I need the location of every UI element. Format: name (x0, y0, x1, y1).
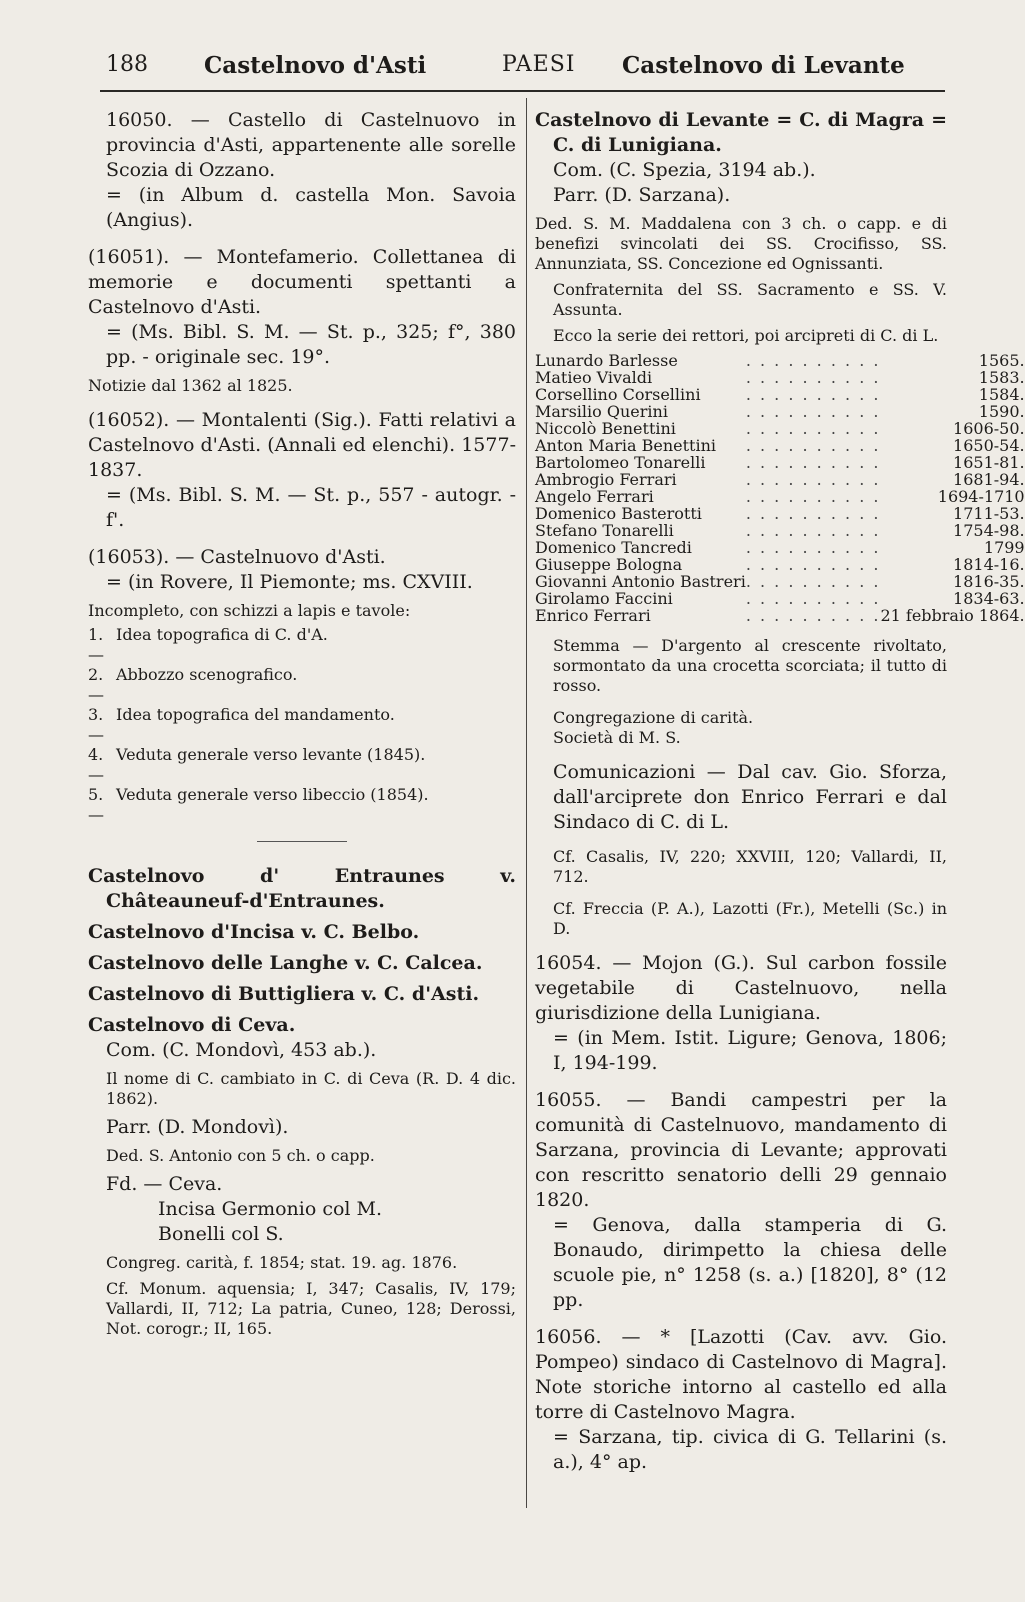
rector-date: 1754-98. (953, 521, 1025, 540)
rector-date: 1651-81. (953, 453, 1025, 472)
feudal-info: Incisa Germonio col M. (158, 1198, 383, 1220)
rector-date: 21 febbraio 1864. (880, 606, 1025, 625)
rector-row (535, 573, 1025, 590)
rector-name: Niccolò Benettini (535, 419, 676, 438)
right-column (535, 108, 1025, 1475)
rector-name: Ambrogio Ferrari (535, 470, 677, 489)
rector-row (535, 522, 1025, 539)
entry-source: = Genova, dalla stamperia di G. Bonaudo, dirimpetto la chiesa delle scuole pie, n° 1258 (s. a.) [1820], 8° (12 pp. (553, 1214, 947, 1311)
rector-name: Matieo Vivaldi (535, 368, 653, 387)
rector-row (535, 352, 1025, 369)
entry-text: 16054. — Mojon (G.). Sul carbon fossile vegetabile di Castelnuovo, nella giurisdizione della Lunigiana. (535, 952, 947, 1024)
header-section: PAESI (502, 52, 576, 77)
bibliography-ref: Cf. Freccia (P. A.), Lazotti (Fr.), Metelli (Sc.) in D. (553, 899, 947, 938)
leader-dots: . . . . . . . . . . (745, 453, 881, 472)
rector-row (535, 471, 1025, 488)
left-column (88, 108, 516, 1339)
rector-date: 1565. (978, 351, 1025, 370)
rector-date: 1606-50. (953, 419, 1025, 438)
entry-16053 (88, 545, 516, 825)
entry-16056 (535, 1325, 947, 1475)
rector-date: 1590. (978, 402, 1025, 421)
list-item: 1.— Idea topografica di C. d'A. (88, 625, 328, 664)
rector-date: 1583. (978, 368, 1025, 387)
ceva-section (88, 1013, 516, 1339)
rector-name: Domenico Basterotti (535, 504, 702, 523)
cross-reference: Castelnovo d' Entraunes v. Châteauneuf-d'Entraunes. (88, 865, 516, 912)
leader-dots: . . . . . . . . . . (745, 368, 881, 387)
rector-name: Giuseppe Bologna (535, 555, 683, 574)
header-left-title: Castelnovo d'Asti (204, 52, 427, 79)
leader-dots: . . . . . . . . . . (745, 504, 881, 523)
rector-name: Domenico Tancredi (535, 538, 692, 557)
cross-reference: Castelnovo delle Langhe v. C. Calcea. (88, 952, 483, 974)
leader-dots: . . . . . . . . . . (745, 402, 881, 421)
rector-name: Angelo Ferrari (535, 487, 654, 506)
rector-date: 1681-94. (953, 470, 1025, 489)
leader-dots: . . . . . . . . . . (745, 351, 881, 370)
parish-info: Parr. (D. Mondovì). (106, 1116, 289, 1138)
cross-reference: Castelnovo di Buttigliera v. C. d'Asti. (88, 983, 480, 1005)
feudal-info: Fd. — Ceva. (106, 1173, 223, 1195)
congregation-info: Congregazione di carità. (553, 708, 754, 727)
rector-date: 1711-53. (953, 504, 1025, 523)
rectors-intro: Ecco la serie dei rettori, poi arcipreti di C. di L. (553, 326, 939, 345)
rector-name: Anton Maria Benettini (535, 436, 717, 455)
rector-row (535, 386, 1025, 403)
rector-row (535, 454, 1025, 471)
rector-row (535, 403, 1025, 420)
place-heading: Castelnovo di Ceva. (88, 1014, 296, 1036)
commune-info: Com. (C. Spezia, 3194 ab.). (553, 159, 816, 181)
rector-row (535, 420, 1025, 437)
list-item: 2.— Abbozzo scenografico. (88, 665, 298, 704)
list-item: 5.— Veduta generale verso libeccio (1854). (88, 785, 429, 824)
rector-name: Corsellino Corsellini (535, 385, 701, 404)
leader-dots: . . . . . . . . . . (745, 470, 881, 489)
rector-name: Enrico Ferrari (535, 606, 651, 625)
entry-text: (16051). — Montefamerio. Collettanea di memorie e documenti spettanti a Castelnovo d'Asti. (88, 246, 516, 318)
commune-info: Com. (C. Mondovì, 453 ab.). (106, 1039, 377, 1061)
rector-row (535, 505, 1025, 522)
rector-date: 1650-54. (953, 436, 1025, 455)
entry-16050 (88, 108, 516, 233)
entry-16052 (88, 408, 516, 533)
plate-list (88, 625, 516, 825)
rector-row (535, 488, 1025, 505)
running-header (100, 48, 945, 92)
entry-16055 (535, 1088, 947, 1313)
coat-of-arms: Stemma — D'argento al crescente rivoltato, sormontato da una crocetta scorciata; il tutto di rosso. (553, 636, 947, 695)
rector-name: Girolamo Faccini (535, 589, 673, 608)
rector-row (535, 437, 1025, 454)
entry-source: = (in Album d. castella Mon. Savoia (Angius). (106, 184, 516, 231)
congregation-info: Congreg. carità, f. 1854; stat. 19. ag. 1876. (106, 1253, 458, 1272)
column-divider (526, 98, 527, 1508)
leader-dots: . . . . . . . . . . (745, 538, 881, 557)
entry-source: = (in Mem. Istit. Ligure; Genova, 1806; I, 194-199. (553, 1027, 947, 1074)
society-info: Società di M. S. (553, 728, 681, 747)
entry-note: Notizie dal 1362 al 1825. (88, 376, 293, 395)
dedication-info: Ded. S. Antonio con 5 ch. o capp. (106, 1146, 375, 1165)
list-item: 4.— Veduta generale verso levante (1845). (88, 745, 426, 784)
leader-dots: . . . . . . . . . . (745, 521, 881, 540)
rector-name: Bartolomeo Tonarelli (535, 453, 706, 472)
leader-dots: . . . . . . . . . . (745, 572, 881, 591)
rector-name: Marsilio Querini (535, 402, 668, 421)
entry-text: 16055. — Bandi campestri per la comunità di Castelnuovo, mandamento di Sarzana, provincia di Levante; approvati con rescritto senatorio delli 29 gennaio 1820. (535, 1089, 947, 1211)
rector-date: 1694-1710 (937, 487, 1025, 506)
rector-date: 1814-16. (953, 555, 1025, 574)
dedication-info: Ded. S. M. Maddalena con 3 ch. o capp. e di benefizi svincolati dei SS. Crocifisso, SS. Annunziata, SS. Concezione ed Ognissanti. (535, 214, 947, 273)
rector-row (535, 607, 1025, 624)
rector-name: Lunardo Barlesse (535, 351, 678, 370)
communications: Comunicazioni — Dal cav. Gio. Sforza, dall'arciprete don Enrico Ferrari e dal Sindaco di C. di L. (553, 761, 947, 833)
rector-row (535, 590, 1025, 607)
rector-date: 1834-63. (953, 589, 1025, 608)
leader-dots: . . . . . . . . . . (745, 606, 881, 625)
bibliography-ref: Cf. Casalis, IV, 220; XXVIII, 120; Vallardi, II, 712. (553, 847, 947, 886)
leader-dots: . . . . . . . . . . (745, 487, 881, 506)
rector-date: 1816-35. (953, 572, 1025, 591)
entry-note: Incompleto, con schizzi a lapis e tavole: (88, 601, 411, 620)
name-change-note: Il nome di C. cambiato in C. di Ceva (R. D. 4 dic. 1862). (106, 1069, 516, 1108)
feudal-info: Bonelli col S. (158, 1223, 284, 1245)
header-right-title: Castelnovo di Levante (622, 52, 905, 79)
leader-dots: . . . . . . . . . . (745, 589, 881, 608)
rector-row (535, 539, 1025, 556)
leader-dots: . . . . . . . . . . (745, 419, 881, 438)
leader-dots: . . . . . . . . . . (745, 385, 881, 404)
entry-text: (16052). — Montalenti (Sig.). Fatti relativi a Castelnovo d'Asti. (Annali ed elenchi). 1577-1837. (88, 409, 516, 481)
entry-text: (16053). — Castelnuovo d'Asti. (88, 546, 386, 568)
cross-reference: Castelnovo d'Incisa v. C. Belbo. (88, 921, 420, 943)
entry-text: 16056. — * [Lazotti (Cav. avv. Gio. Pompeo) sindaco di Castelnovo di Magra]. Note storiche intorno al castello ed alla torre di Castelnovo Magra. (535, 1326, 947, 1423)
rector-row (535, 369, 1025, 386)
section-separator (257, 841, 347, 842)
parish-info: Parr. (D. Sarzana). (553, 184, 731, 206)
rector-name: Giovanni Antonio Bastreri (535, 572, 746, 591)
rector-name: Stefano Tonarelli (535, 521, 674, 540)
bibliography-ref: Cf. Monum. aquensia; I, 347; Casalis, IV, 179; Vallardi, II, 712; La patria, Cuneo, 128; Derossi, Not. corogr.; II, 165. (106, 1279, 516, 1338)
entry-source: = (Ms. Bibl. S. M. — St. p., 325; f°, 380 pp. - originale sec. 19°. (106, 321, 516, 368)
rectors-table (535, 352, 1025, 624)
leader-dots: . . . . . . . . . . (745, 555, 881, 574)
list-item: 3.— Idea topografica del mandamento. (88, 705, 395, 744)
rector-date: 1799 (983, 538, 1025, 557)
entry-16054 (535, 951, 947, 1076)
page-number: 188 (106, 52, 148, 77)
entry-16051 (88, 245, 516, 396)
leader-dots: . . . . . . . . . . (745, 436, 881, 455)
rector-date: 1584. (978, 385, 1025, 404)
entry-source: = Sarzana, tip. civica di G. Tellarini (s. a.), 4° ap. (553, 1426, 947, 1473)
confraternity-info: Confraternita del SS. Sacramento e SS. V. Assunta. (553, 280, 947, 319)
entry-source: = (in Rovere, Il Piemonte; ms. CXVIII. (106, 571, 473, 593)
rector-row (535, 556, 1025, 573)
entry-source: = (Ms. Bibl. S. M. — St. p., 557 - autogr. - f'. (106, 484, 516, 531)
entry-text: 16050. — Castello di Castelnuovo in provincia d'Asti, appartenente alle sorelle Scozia di Ozzano. (106, 109, 516, 181)
place-heading: Castelnovo di Levante = C. di Magra = C. di Lunigiana. (535, 109, 947, 156)
